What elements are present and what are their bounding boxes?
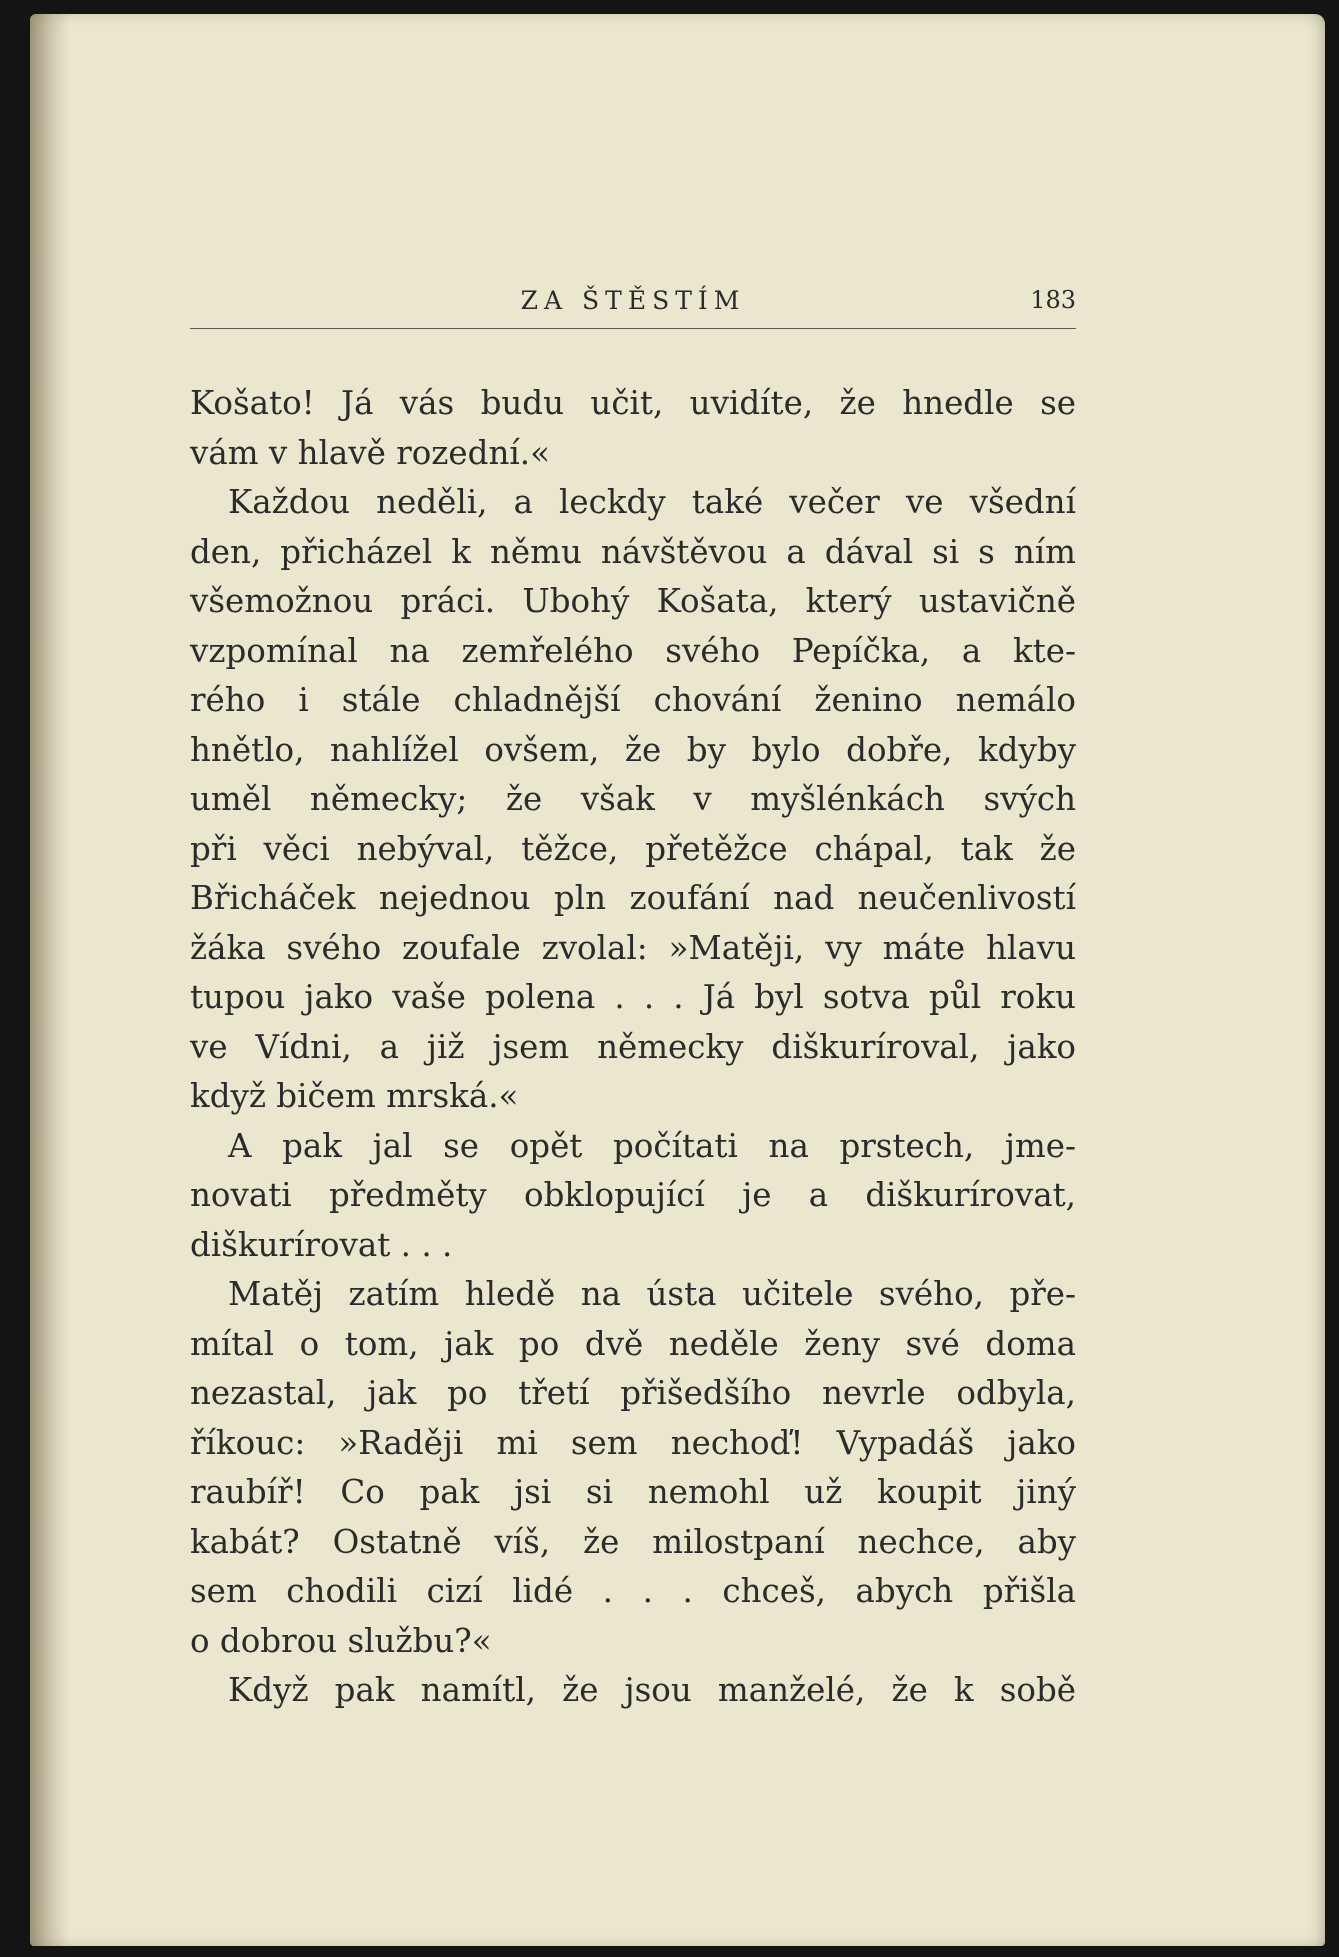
text-line: ve Vídni, a již jsem německy diškuríroval, jako xyxy=(190,1027,1076,1066)
book-page xyxy=(30,14,1325,1946)
text-line: kabát? Ostatně víš, že milostpaní nechce, aby xyxy=(190,1522,1076,1561)
text-line: hnětlo, nahlížel ovšem, že by bylo dobře, kdyby xyxy=(190,730,1076,769)
text-line: při věci nebýval, těžce, přetěžce chápal, tak že xyxy=(190,829,1076,868)
body-text xyxy=(190,379,1076,1716)
text-line: všemožnou práci. Ubohý Košata, který ustavičně xyxy=(190,582,1076,620)
page-gutter-shadow xyxy=(30,14,70,1946)
header-rule xyxy=(190,328,1076,329)
text-line: A pak jal se opět počítati na prstech, jme- xyxy=(228,1126,1076,1165)
text-line: diškurírovat . . . xyxy=(190,1225,453,1264)
text-line: den, přicházel k němu návštěvou a dával si s ním xyxy=(190,532,1076,571)
text-line: vám v hlavě rozední.« xyxy=(190,433,551,472)
text-line: raubíř! Co pak jsi si nemohl už koupit jiný xyxy=(190,1473,1076,1511)
text-line: tupou jako vaše polena . . . Já byl sotva půl roku xyxy=(190,978,1076,1016)
text-line: nezastal, jak po třetí přišedšího nevrle odbyla, xyxy=(190,1374,1076,1412)
text-line: říkouc: »Raději mi sem nechoď! Vypadáš jako xyxy=(190,1423,1076,1462)
text-line: když bičem mrská.« xyxy=(190,1077,519,1115)
text-line: vzpomínal na zemřelého svého Pepíčka, a kte- xyxy=(190,631,1076,670)
text-line: novati předměty obklopující je a diškurírovat, xyxy=(190,1176,1076,1214)
page-header xyxy=(190,286,1076,322)
text-line: rého i stále chladnější chování ženino nemálo xyxy=(190,681,1076,719)
text-line: Košato! Já vás budu učit, uvidíte, že hnedle se xyxy=(190,384,1076,422)
text-line: Břicháček nejednou pln zoufání nad neučenlivostí xyxy=(190,879,1076,917)
text-line: o dobrou službu?« xyxy=(190,1621,492,1660)
text-line: Každou neděli, a leckdy také večer ve všední xyxy=(228,483,1076,521)
text-line: sem chodili cizí lidé . . . chceš, abych přišla xyxy=(190,1572,1076,1610)
running-title: ZA ŠTĚSTÍM xyxy=(520,286,746,315)
text-line: Matěj zatím hledě na ústa učitele svého, pře- xyxy=(228,1275,1076,1313)
text-line: mítal o tom, jak po dvě neděle ženy své doma xyxy=(190,1324,1076,1363)
page-number: 183 xyxy=(1030,286,1076,314)
text-line: žáka svého zoufale zvolal: »Matěji, vy máte hlavu xyxy=(190,928,1076,967)
text-line: uměl německy; že však v myšlénkách svých xyxy=(190,780,1076,818)
text-line: Když pak namítl, že jsou manželé, že k sobě xyxy=(228,1671,1076,1709)
